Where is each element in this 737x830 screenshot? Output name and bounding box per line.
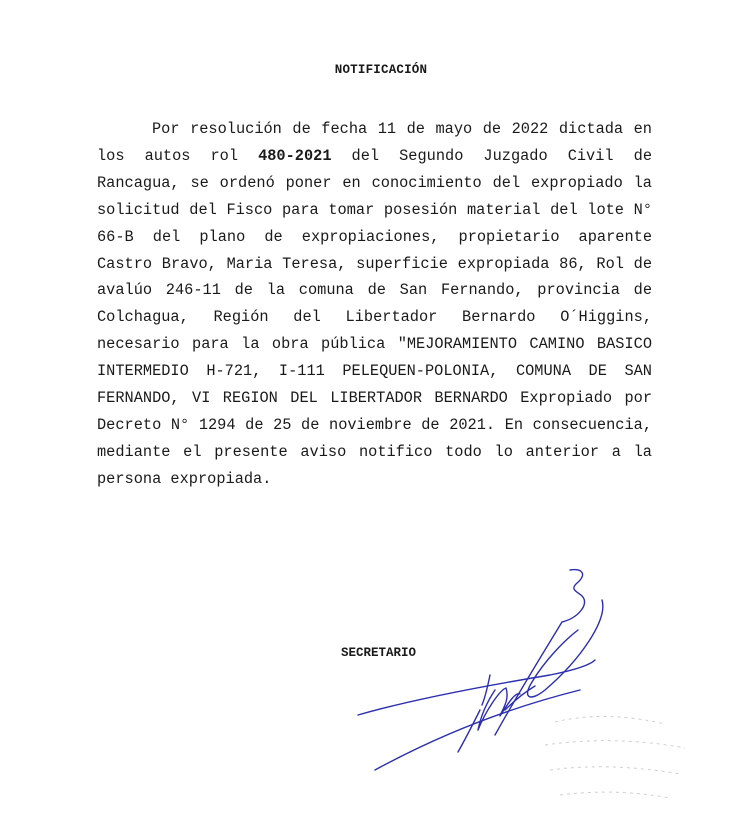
signer-title: SECRETARIO (341, 646, 417, 660)
paragraph-text-part2: del Segundo Juzgado Civil de Rancagua, se ordenó poner en conocimiento del expropiado la solicitud del Fisco para tomar posesión material del lote N° 66-B del plano de expropiaciones, propietario aparente Castro Bravo, Maria Teresa, superficie expropiada 86, Rol de avalúo 246-11 de la comuna de San Fernando, provincia de Colchagua, Región del Libertador Bernardo O´Higgins, necesario para la obra pública "MEJORAMIENTO CAMINO BASICO INTERMEDIO H-721, I-111 PELEQUEN-POLONIA, COMUNA DE SAN FERNANDO, VI REGION DEL LIBERTADOR BERNARDO Expropiado por Decreto N° 1294 de 25 de noviembre de 2021. En consecuencia, mediante el presente aviso notifico todo lo anterior a la persona expropiada. (97, 146, 652, 488)
paragraph-text-part1: Por resolución de fecha 11 de mayo de 2022 dictada en los autos rol (97, 120, 652, 165)
document-title: NOTIFICACIÓN (334, 63, 428, 77)
case-number: 480-2021 (258, 146, 332, 165)
notification-paragraph (97, 116, 652, 493)
handwritten-signature (340, 560, 620, 790)
